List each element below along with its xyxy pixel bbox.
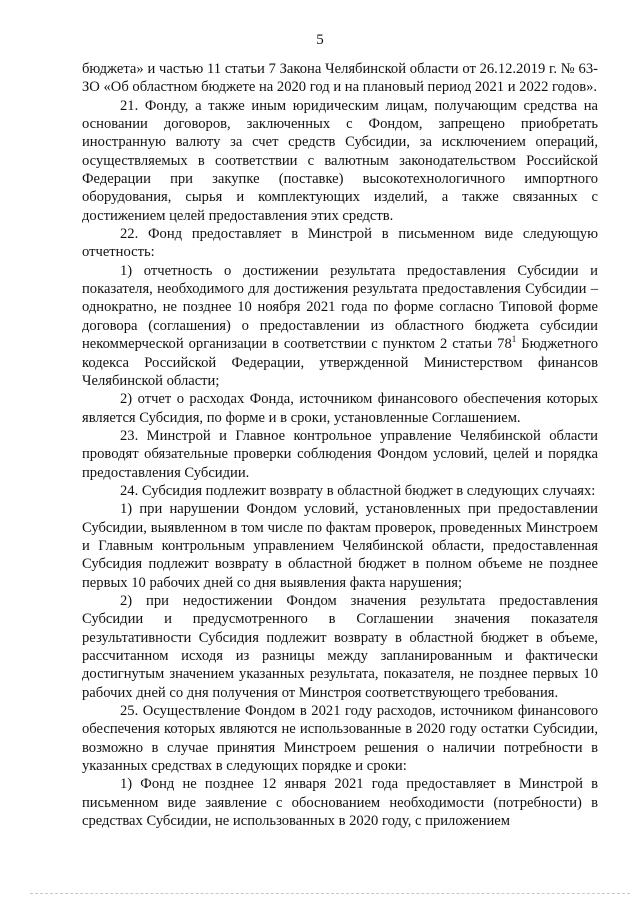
paragraph-24-item-2: 2) при недостижении Фондом значения результата предоставления Субсидии и предусмотренного в Соглашении значения показателя результативности Субсидия подлежит возврату в областной бюджет в объеме, рассчитанном исходя из разницы между запланированным и фактически достигнутым значением указанных результата, показателя, не позднее первых 10 рабочих дней со дня получения от Минстроя соответствующего требования. xyxy=(82,592,598,701)
paragraph-22: 22. Фонд предоставляет в Минстрой в письменном виде следующую отчетность: xyxy=(82,226,598,261)
paragraph-21: 21. Фонду, а также иным юридическим лицам, получающим средства на основании договоров, заключенных с Фондом, запрещено приобретать иностранную валюту за счет средств Субсидии, за исключением операций, осуществляемых в соответствии с валютным законодательством Российской Федерации при закупке (поставке) высокотехнологичного импортного оборудования, сырья и комплектующих изделий, а также связанных с достижением целей предоставления этих средств. xyxy=(82,97,598,224)
paragraph-22-item-2: 2) отчет о расходах Фонда, источником финансового обеспечения которых является Субсидия, по форме и в сроки, установленные Соглашением. xyxy=(82,391,598,426)
paragraph-continuation: бюджета» и частью 11 статьи 7 Закона Челябинской области от 26.12.2019 г. № 63-ЗО «Об областном бюджете на 2020 год и на плановый период 2021 и 2022 годов». xyxy=(82,61,598,96)
superscript: 1 xyxy=(511,334,517,345)
paragraph-22-item-1 xyxy=(82,262,598,390)
page-number: 5 xyxy=(316,32,324,48)
document-body xyxy=(82,60,598,830)
paragraph-24-item-1: 1) при нарушении Фондом условий, установленных при предоставлении Субсидии, выявленном в том числе по фактам проверок, проведенных Минстроем и Главным контрольным управлением Челябинской области, предоставленная Субсидия подлежит возврату в областной бюджет в полном объеме не позднее первых 10 рабочих дней со дня выявления факта нарушения; xyxy=(82,501,598,591)
paragraph-25-item-1: 1) Фонд не позднее 12 января 2021 года предоставляет в Минстрой в письменном виде заявление с обоснованием необходимости (потребности) в средствах Субсидии, не использованных в 2020 году, с приложением xyxy=(82,776,598,830)
paragraph-25: 25. Осуществление Фондом в 2021 году расходов, источником финансового обеспечения которых являются не использованные в 2020 году остатки Субсидии, возможно в случае принятия Минстроем решения о наличии потребности в указанных средствах в следующих порядке и сроки: xyxy=(82,703,598,775)
paragraph-23: 23. Минстрой и Главное контрольное управление Челябинской области проводят обязательные проверки соблюдения Фондом условий, целей и порядка предоставления Субсидии. xyxy=(82,427,598,481)
paragraph-24: 24. Субсидия подлежит возврату в областной бюджет в следующих случаях: xyxy=(120,482,596,499)
paragraph-22-item-1-text: 1) отчетность о достижении результата предоставления Субсидии и показателя, необходимого для достижения результата предоставления Субсидии – однократно, не позднее 10 ноября 2021 года по форме согласно Типовой форме договора (соглашения) о предоставлении из областного бюджета субсидии некоммерческой организации в соответствии с пунктом 2 статьи 78 xyxy=(82,262,598,353)
paragraph-22-item-1-text-end: Бюджетного кодекса Российской Федерации, утвержденной Министерством финансов Челябинской области; xyxy=(82,336,598,389)
scan-artifact-line xyxy=(30,893,630,894)
